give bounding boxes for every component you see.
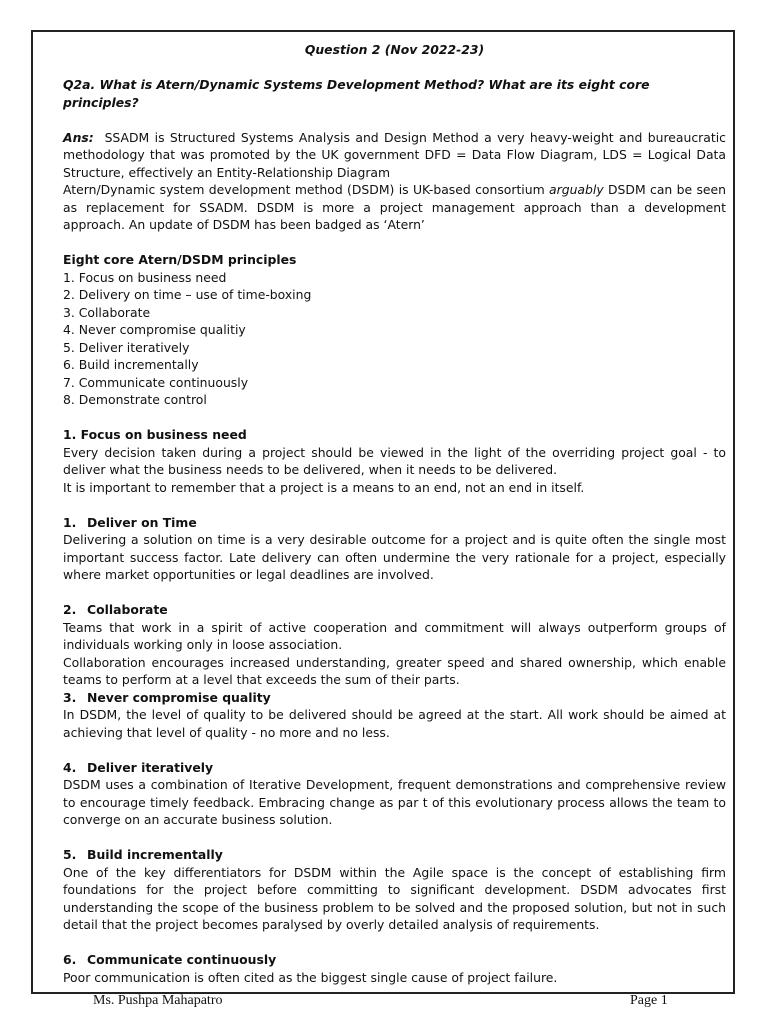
section-heading-build-incrementally: 5. Build incrementally: [63, 847, 223, 862]
section-paragraph: Collaboration encourages increased understanding, greater speed and shared ownership, which enable teams to perform at a level that exceeds the sum of their parts.: [63, 654, 726, 687]
section-paragraph: Delivering a solution on time is a very desirable outcome for a project and is quite often the single most important success factor. Late delivery can often undermine the very rationale for a project, especially where market opportunities or legal deadlines are involved.: [63, 532, 726, 582]
list-item: 6. Build incrementally: [63, 357, 199, 372]
section-heading-collaborate: 2. Collaborate: [63, 602, 168, 617]
list-item: 7. Communicate continuously: [63, 374, 249, 390]
section-heading-deliver-iteratively: 4. Deliver iteratively: [63, 759, 214, 775]
list-item: 2. Delivery on time – use of time-boxing: [63, 287, 312, 302]
section-paragraph: It is important to remember that a project is a means to an end, not an end in itself.: [63, 479, 585, 495]
list-item: 5. Deliver iteratively: [63, 339, 190, 355]
section-paragraph: In DSDM, the level of quality to be delivered should be agreed at the start. All work should be aimed at achieving that level of quality - no more and no less.: [63, 707, 726, 740]
answer-paragraph-2: Atern/Dynamic system development method (DSDM) is UK-based consortium arguably DSDM can be seen as replacement for SSADM. DSDM is more a project management approach than a development approach. An update of DSDM has been badged as ‘Atern’: [63, 182, 727, 232]
answer-emphasis: arguably: [549, 182, 604, 197]
section-heading-never-compromise-quality: 3. Never compromise quality: [63, 689, 271, 705]
answer-paragraph-1: [63, 129, 726, 182]
section-paragraph: Teams that work in a spirit of active cooperation and commitment will always outperform groups of individuals working only in loose association.: [63, 619, 726, 652]
list-item: 8. Demonstrate control: [63, 392, 207, 407]
section-paragraph: DSDM uses a combination of Iterative Development, frequent demonstrations and comprehensive review to encourage timely feedback. Embracing change as par t of this evolutionary process allows the team to converge on an accurate business solution.: [63, 777, 726, 827]
principles-heading: Eight core Atern/DSDM principles: [63, 252, 297, 267]
list-item: 4. Never compromise qualitiy: [63, 322, 246, 337]
section-heading-communicate-continuously: 6. Communicate continuously: [63, 952, 277, 967]
section-paragraph: One of the key differentiators for DSDM within the Agile space is the concept of establishing firm foundations for the project before committing to significant development. DSDM advocates first understanding the scope of the business problem to be solved and the proposed solution, but not in such detail that the project becomes paralysed by overly detailed analysis of requirements.: [63, 864, 726, 932]
principles-list: [63, 269, 726, 409]
section-heading-focus: 1. Focus on business need: [63, 427, 247, 442]
list-item: 1. Focus on business need: [63, 269, 227, 285]
answer-label: Ans:: [63, 129, 94, 145]
page-title: Question 2 (Nov 2022-23): [304, 42, 485, 57]
list-item: 3. Collaborate: [63, 304, 151, 320]
document-body: [63, 41, 726, 986]
section-paragraph: Every decision taken during a project should be viewed in the light of the overriding project goal - to deliver what the business needs to be delivered, when it needs to be delivered.: [63, 444, 726, 477]
footer-author: Ms. Pushpa Mahapatro: [93, 993, 223, 1008]
question-text: Q2a. What is Atern/Dynamic Systems Development Method? What are its eight core principles?: [63, 77, 650, 110]
footer-page-number: Page 1: [630, 993, 668, 1008]
section-heading-deliver-on-time: 1. Deliver on Time: [63, 514, 197, 530]
answer-p1-text: SSADM is Structured Systems Analysis and Design Method a very heavy-weight and bureaucratic methodology that was promoted by the UK government DFD = Data Flow Diagram, LDS = Logical Data Structure, effectively an Entity-Relationship Diagram: [63, 129, 726, 180]
section-paragraph: Poor communication is often cited as the biggest single cause of project failure.: [63, 969, 558, 985]
